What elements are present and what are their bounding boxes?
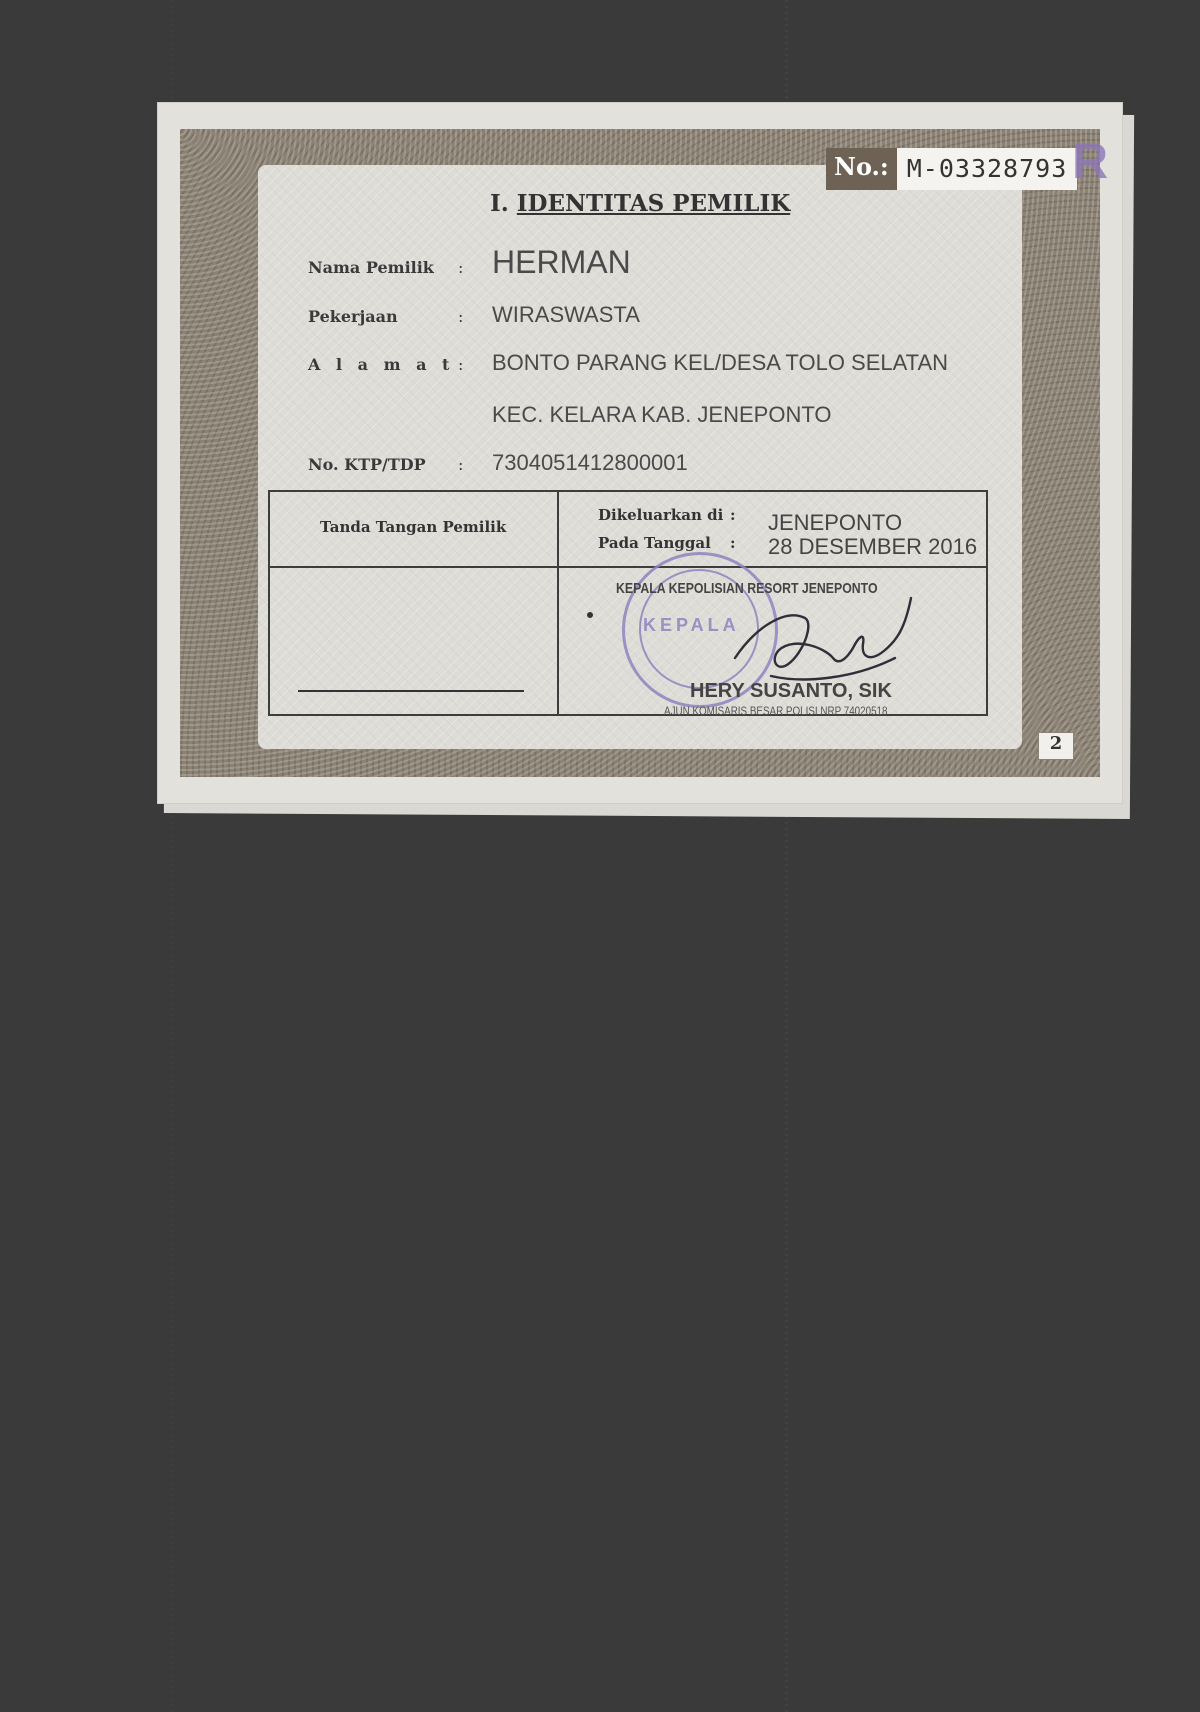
section-numeral: I. (490, 190, 509, 217)
stamp-letter: R (1072, 133, 1109, 189)
date-label: Pada Tanggal (598, 534, 711, 552)
document-number (826, 148, 1077, 190)
page-number: 2 (1038, 732, 1074, 760)
ink-dot (587, 612, 593, 618)
field-owner-name (308, 244, 631, 281)
field-label: A l a m a t (308, 355, 455, 374)
authority-title: KEPALA KEPOLISIAN RESORT JENEPONTO (616, 580, 878, 597)
field-label: Nama Pemilik (308, 258, 434, 277)
field-value: WIRASWASTA (492, 302, 640, 327)
section-title (490, 190, 790, 217)
officer-rank: AJUN KOMISARIS BESAR POLISI NRP 74020518 (664, 704, 888, 718)
field-occupation (308, 302, 640, 328)
signature-header: Tanda Tangan Pemilik (320, 518, 507, 536)
field-colon: : (458, 455, 464, 474)
field-colon: : (458, 258, 464, 277)
date-value: 28 DESEMBER 2016 (768, 534, 978, 559)
field-label: No. KTP/TDP (308, 455, 426, 474)
section-title-text: IDENTITAS PEMILIK (516, 190, 791, 217)
issued-at-value: JENEPONTO (768, 510, 903, 535)
field-colon: : (458, 355, 464, 374)
field-value: 7304051412800001 (492, 450, 688, 475)
field-value: HERMAN (492, 244, 631, 280)
field-value: BONTO PARANG KEL/DESA TOLO SELATAN (492, 350, 949, 375)
field-address (308, 350, 948, 376)
field-value: KEC. KELARA KAB. JENEPONTO (492, 402, 832, 427)
field-ktp-number (308, 450, 688, 476)
official-signature (715, 588, 925, 692)
owner-signature-line (298, 690, 524, 692)
document-number-value: M-03328793 (897, 148, 1078, 190)
police-seal-text: KEPALA (643, 615, 740, 635)
document-number-label: No.: (826, 148, 897, 190)
date-colon: : (730, 534, 736, 552)
issued-at-label: Dikeluarkan di (598, 506, 724, 524)
table-divider-vertical (557, 492, 559, 714)
field-label: Pekerjaan (308, 307, 398, 326)
officer-name: HERY SUSANTO, SIK (690, 680, 892, 702)
issued-at-colon: : (730, 506, 736, 524)
field-colon: : (458, 307, 464, 326)
table-divider-horizontal (270, 566, 986, 568)
field-address-line2 (308, 402, 832, 428)
